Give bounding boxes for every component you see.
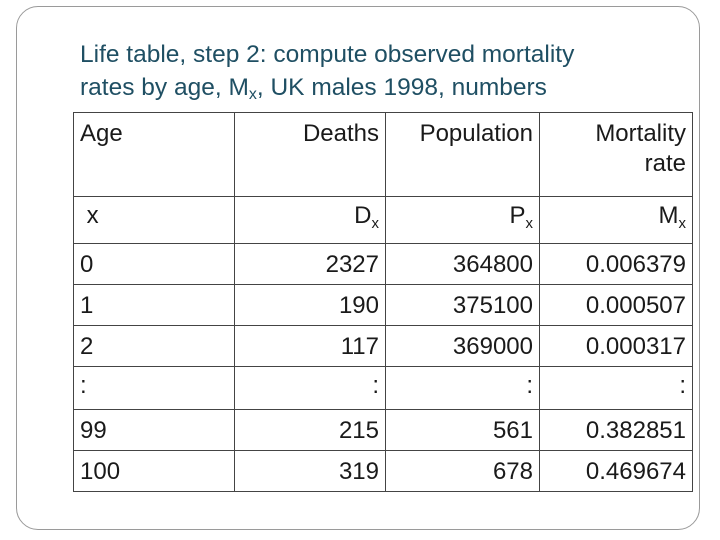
cell-population: 369000 <box>386 326 540 367</box>
table-row <box>74 451 693 492</box>
symbol-row <box>74 197 693 244</box>
title-line-2-prefix: rates by age, M <box>80 74 249 101</box>
symbol-rate-sub: x <box>678 215 686 232</box>
cell-deaths: 2327 <box>235 244 386 285</box>
cell-age: 0 <box>74 244 235 285</box>
cell-age: 99 <box>74 410 235 451</box>
header-population: Population <box>386 113 540 197</box>
header-rate-line-2: rate <box>644 150 686 177</box>
cell-population: 375100 <box>386 285 540 326</box>
symbol-age-text: x <box>86 202 99 229</box>
title-line-2-suffix: , UK males 1998, numbers <box>256 74 547 101</box>
cell-population: 561 <box>386 410 540 451</box>
table-row <box>74 326 693 367</box>
slide-title <box>80 38 680 104</box>
cell-deaths: 190 <box>235 285 386 326</box>
cell-deaths: 319 <box>235 451 386 492</box>
symbol-population <box>386 197 540 244</box>
title-line-2 <box>80 71 680 104</box>
symbol-rate-main: M <box>658 202 679 229</box>
cell-population: 364800 <box>386 244 540 285</box>
life-table <box>73 112 693 492</box>
cell-rate: : <box>540 367 693 410</box>
table-row <box>74 410 693 451</box>
cell-age: : <box>74 367 235 410</box>
table-row <box>74 244 693 285</box>
table-row <box>74 285 693 326</box>
cell-age: 1 <box>74 285 235 326</box>
cell-rate: 0.000507 <box>540 285 693 326</box>
cell-rate: 0.006379 <box>540 244 693 285</box>
cell-age: 100 <box>74 451 235 492</box>
symbol-deaths <box>235 197 386 244</box>
cell-deaths: 215 <box>235 410 386 451</box>
cell-rate: 0.000317 <box>540 326 693 367</box>
symbol-deaths-sub: x <box>371 215 379 232</box>
symbol-age <box>74 197 235 244</box>
cell-rate: 0.382851 <box>540 410 693 451</box>
cell-deaths: : <box>235 367 386 410</box>
symbol-deaths-main: D <box>354 202 372 229</box>
cell-rate: 0.469674 <box>540 451 693 492</box>
cell-deaths: 117 <box>235 326 386 367</box>
title-subscript: x <box>248 86 257 103</box>
cell-population: 678 <box>386 451 540 492</box>
header-mortality-rate <box>540 113 693 197</box>
header-deaths: Deaths <box>235 113 386 197</box>
header-rate-line-1: Mortality <box>595 120 686 147</box>
symbol-population-main: P <box>509 202 526 229</box>
symbol-population-sub: x <box>525 215 533 232</box>
header-age: Age <box>74 113 235 197</box>
symbol-rate <box>540 197 693 244</box>
cell-population: : <box>386 367 540 410</box>
title-line-1: Life table, step 2: compute observed mortality <box>80 41 575 68</box>
cell-age: 2 <box>74 326 235 367</box>
header-row <box>74 113 693 197</box>
table-row-ellipsis <box>74 367 693 410</box>
